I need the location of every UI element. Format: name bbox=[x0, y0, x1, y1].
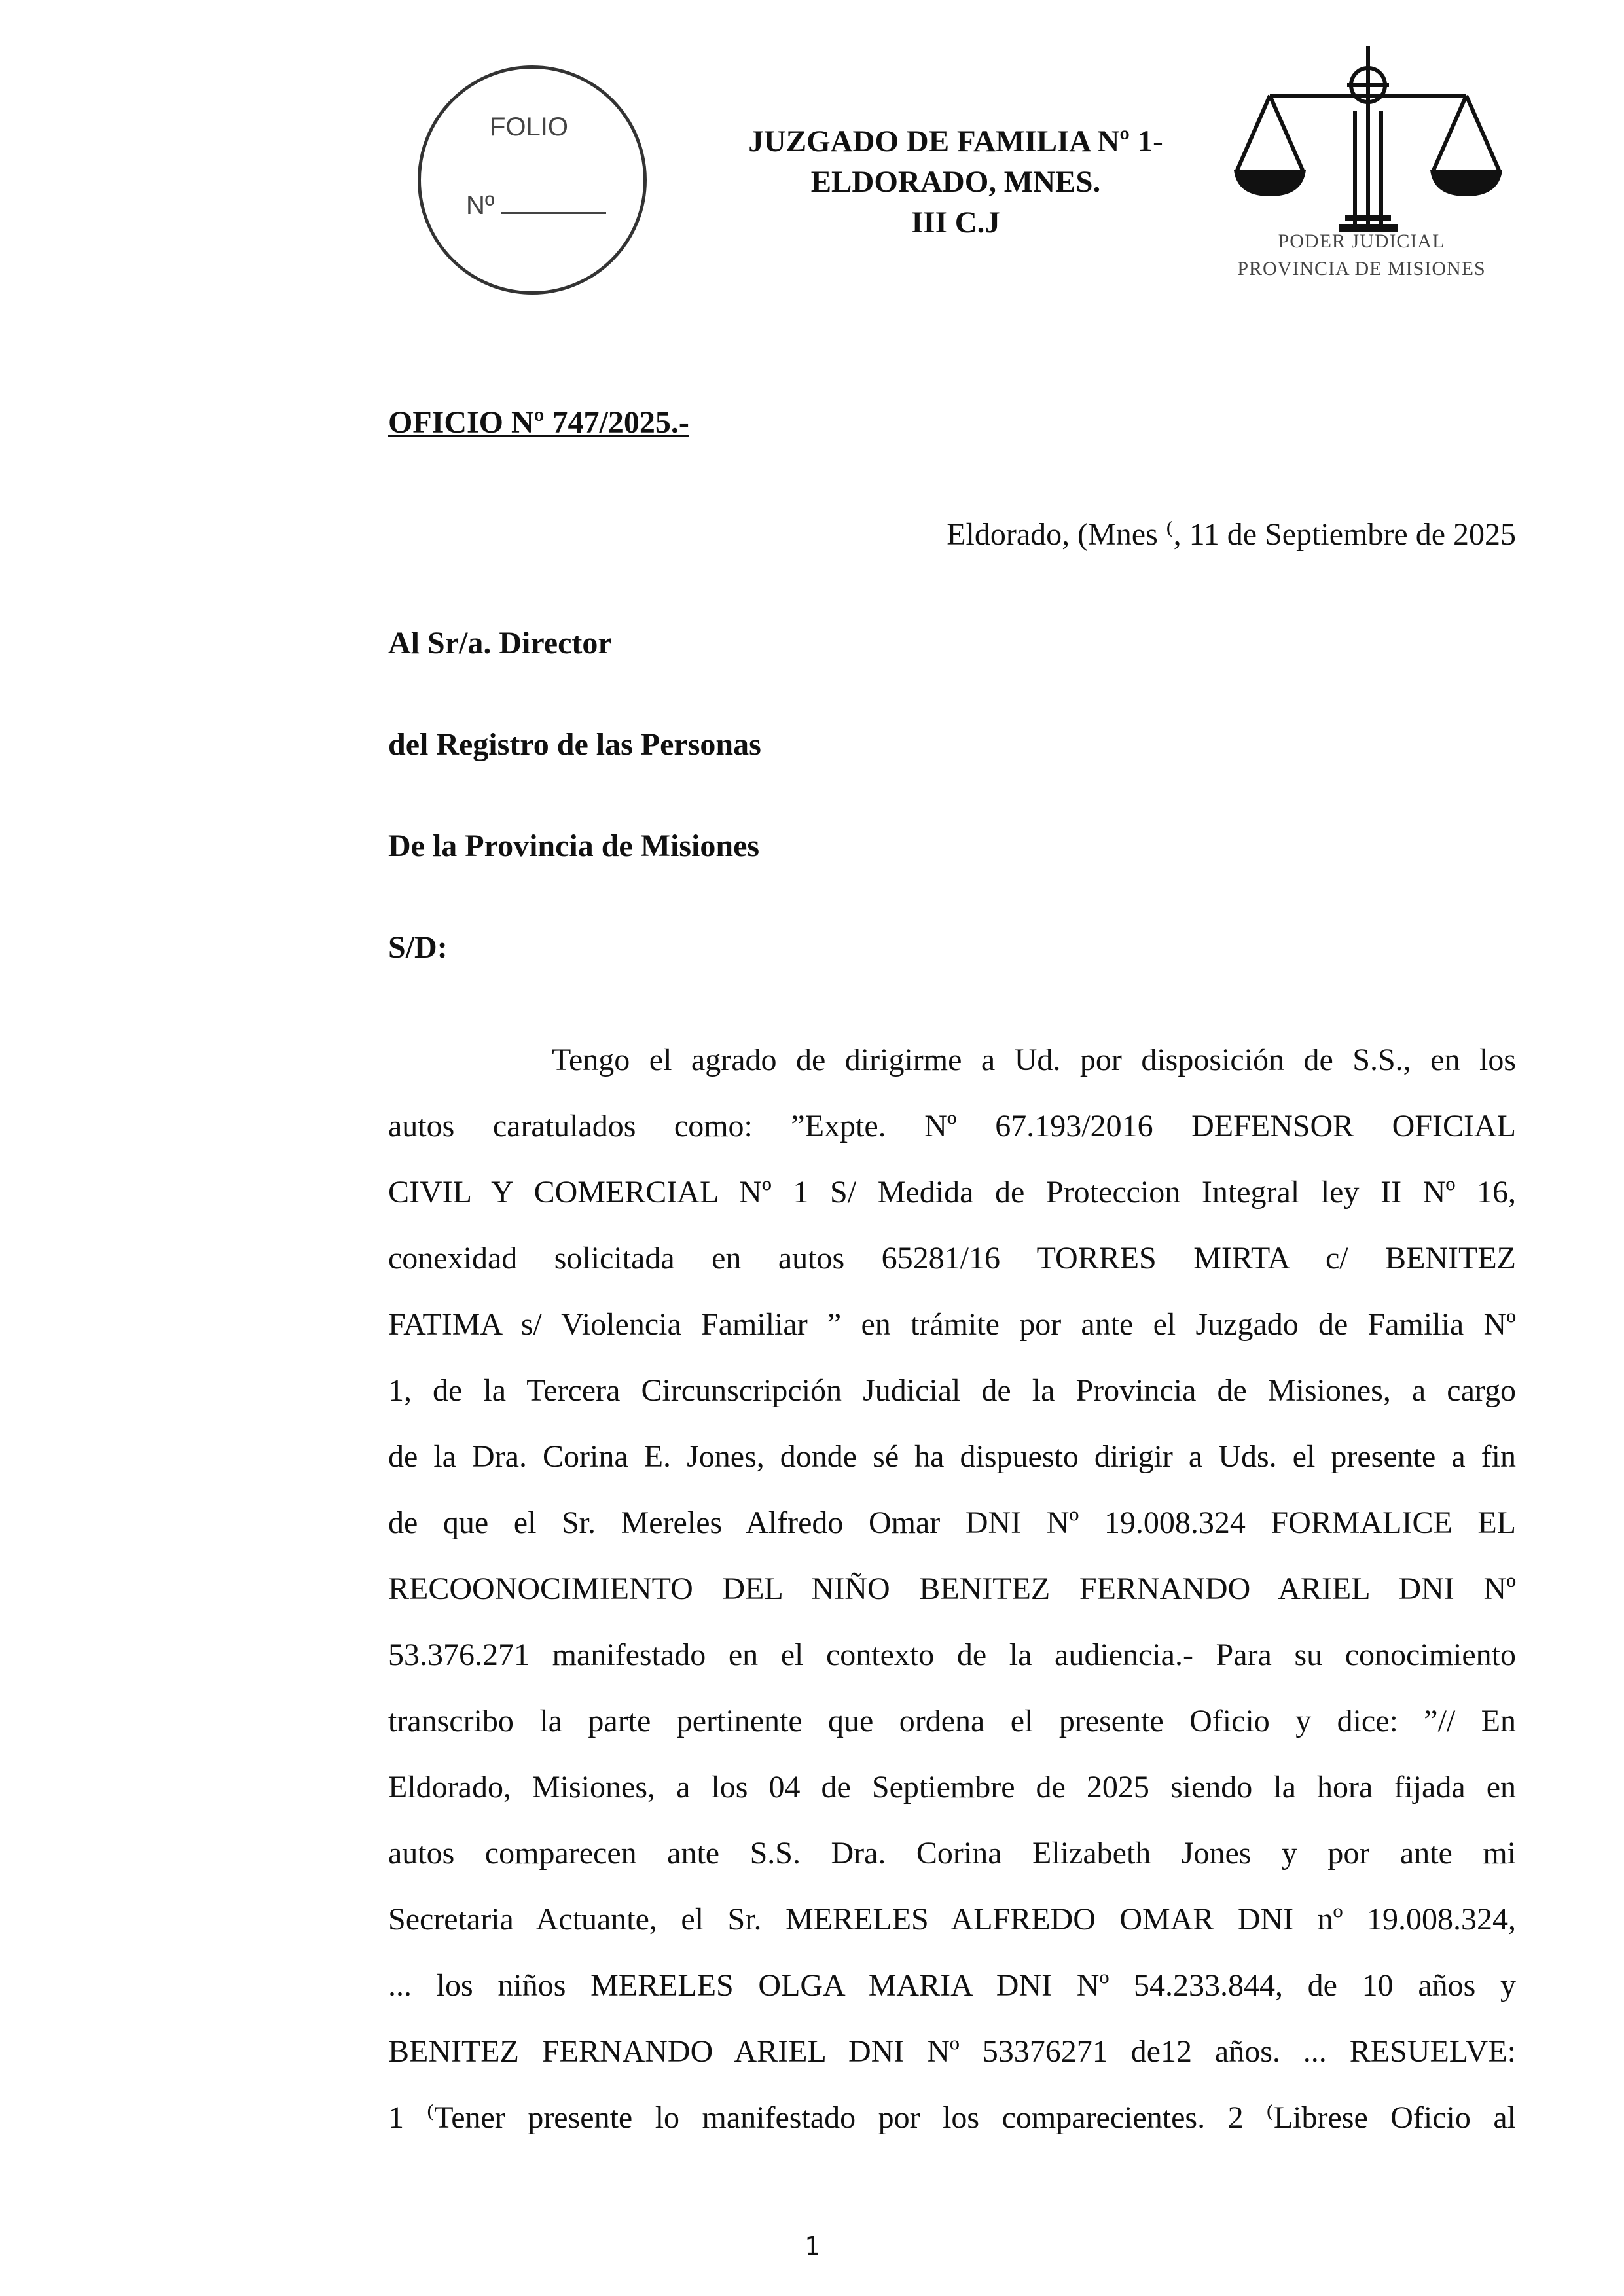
body-line: Eldorado, Misiones, a los 04 de Septiembre de 2025 siendo la hora fijada en bbox=[388, 1770, 1516, 1804]
body-line: de que el Sr. Mereles Alfredo Omar DNI Nº 19.008.324 FORMALICE EL bbox=[388, 1505, 1516, 1540]
court-header bbox=[694, 121, 1218, 243]
court-header-line: III C.J bbox=[911, 206, 1000, 240]
recipient-line: Al Sr/a. Director bbox=[388, 626, 612, 660]
seal-caption bbox=[1231, 228, 1492, 283]
body-line: 53.376.271 manifestado en el contexto de la audiencia.- Para su conocimiento bbox=[388, 1638, 1516, 1672]
page-number: 1 bbox=[804, 2232, 820, 2261]
body-paragraph bbox=[388, 1041, 1516, 2164]
body-line: autos caratulados como: ”Expte. Nº 67.193/2016 DEFENSOR OFICIAL bbox=[388, 1109, 1516, 1143]
recipient-line: del Registro de las Personas bbox=[388, 727, 761, 762]
body-line: transcribo la parte pertinente que ordena el presente Oficio y dice: ”// En bbox=[388, 1704, 1516, 1738]
body-line: RECOONOCIMIENTO DEL NIÑO BENITEZ FERNANDO ARIEL DNI Nº bbox=[388, 1571, 1516, 1606]
salutation: S/D: bbox=[388, 930, 448, 965]
body-line: autos comparecen ante S.S. Dra. Corina Elizabeth Jones y por ante mi bbox=[388, 1836, 1516, 1871]
folio-stamp bbox=[418, 65, 647, 295]
body-line: 1 ⁽Tener presente lo manifestado por los comparecientes. 2 ⁽Librese Oficio al bbox=[388, 2100, 1516, 2135]
court-header-line: JUZGADO DE FAMILIA Nº 1- bbox=[748, 124, 1163, 158]
body-line: BENITEZ FERNANDO ARIEL DNI Nº 53376271 de12 años. ... RESUELVE: bbox=[388, 2034, 1516, 2069]
body-line: conexidad solicitada en autos 65281/16 TORRES MIRTA c/ BENITEZ bbox=[388, 1241, 1516, 1276]
body-line: CIVIL Y COMERCIAL Nº 1 S/ Medida de Proteccion Integral ley II Nº 16, bbox=[388, 1175, 1516, 1210]
body-line: de la Dra. Corina E. Jones, donde sé ha dispuesto dirigir a Uds. el presente a fin bbox=[388, 1439, 1516, 1474]
body-line: Secretaria Actuante, el Sr. MERELES ALFREDO OMAR DNI nº 19.008.324, bbox=[388, 1902, 1516, 1937]
body-line: Tengo el agrado de dirigirme a Ud. por disposición de S.S., en los bbox=[552, 1043, 1516, 1077]
document-title: OFICIO Nº 747/2025.- bbox=[388, 405, 689, 440]
seal-caption-line: PROVINCIA DE MISIONES bbox=[1237, 258, 1486, 279]
seal-caption-line: PODER JUDICIAL bbox=[1278, 230, 1445, 252]
folio-label: FOLIO bbox=[490, 113, 569, 141]
recipient-line: De la Provincia de Misiones bbox=[388, 829, 760, 863]
folio-number-label: Nº bbox=[466, 191, 495, 220]
body-line: 1, de la Tercera Circunscripción Judicial de la Provincia de Misiones, a cargo bbox=[388, 1373, 1516, 1408]
folio-number-line bbox=[501, 207, 606, 214]
body-line: FATIMA s/ Violencia Familiar ” en trámite por ante el Juzgado de Familia Nº bbox=[388, 1307, 1516, 1342]
body-line: ... los niños MERELES OLGA MARIA DNI Nº 54.233.844, de 10 años y bbox=[388, 1968, 1516, 2003]
document-date: Eldorado, (Mnes ⁽, 11 de Septiembre de 2025 bbox=[947, 517, 1516, 552]
folio-number-field bbox=[466, 191, 606, 221]
court-header-line: ELDORADO, MNES. bbox=[810, 165, 1101, 199]
